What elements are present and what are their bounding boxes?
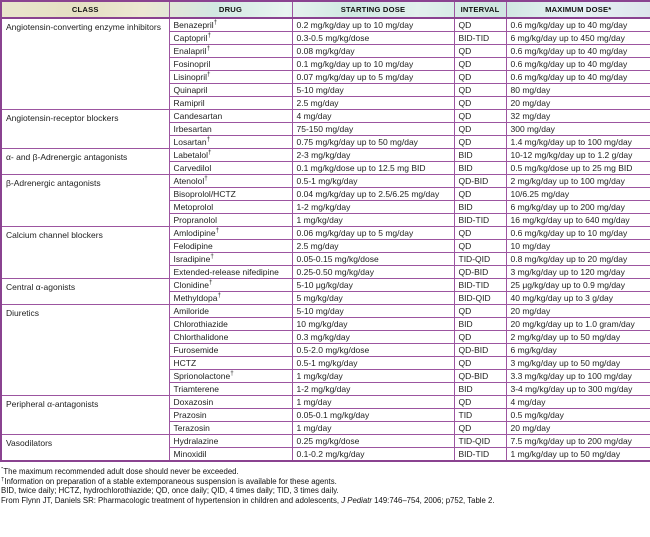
drug-cell: Chlorthalidone	[169, 331, 292, 344]
interval-cell: TID-QID	[454, 435, 506, 448]
starting-dose-cell: 0.2 mg/kg/day up to 10 mg/day	[292, 18, 454, 32]
starting-dose-cell: 1 mg/kg/day	[292, 370, 454, 383]
footnote: BID, twice daily; HCTZ, hydrochlorothiazide; QD, once daily; QID, 4 times daily; TID, 3 times daily.	[1, 486, 339, 496]
maximum-dose-cell: 25 μg/kg/day up to 0.9 mg/day	[506, 279, 650, 292]
drug-cell: Prazosin	[169, 409, 292, 422]
interval-cell: QD	[454, 123, 506, 136]
dagger-marker: †	[207, 71, 211, 79]
class-cell: Vasodilators	[1, 435, 169, 462]
drug-cell: Doxazosin	[169, 396, 292, 409]
maximum-dose-cell: 4 mg/day	[506, 396, 650, 409]
drug-cell: Irbesartan	[169, 123, 292, 136]
drug-cell: Propranolol	[169, 214, 292, 227]
maximum-dose-cell: 40 mg/kg/day up to 3 g/day	[506, 292, 650, 305]
starting-dose-cell: 0.05-0.15 mg/kg/dose	[292, 253, 454, 266]
maximum-dose-cell: 0.5 mg/kg/day	[506, 409, 650, 422]
maximum-dose-cell: 2 mg/kg/day up to 50 mg/day	[506, 331, 650, 344]
maximum-dose-cell: 3 mg/kg/day up to 120 mg/day	[506, 266, 650, 279]
class-cell: Central α-agonists	[1, 279, 169, 305]
drug-cell: Minoxidil	[169, 448, 292, 462]
maximum-dose-cell: 20 mg/kg/day up to 1.0 gram/day	[506, 318, 650, 331]
maximum-dose-cell: 6 mg/kg/day up to 200 mg/day	[506, 201, 650, 214]
starting-dose-cell: 0.3 mg/kg/day	[292, 331, 454, 344]
interval-cell: QD	[454, 357, 506, 370]
starting-dose-cell: 0.25-0.50 mg/kg/day	[292, 266, 454, 279]
interval-cell: BID	[454, 201, 506, 214]
drug-cell: Metoprolol	[169, 201, 292, 214]
maximum-dose-cell: 0.6 mg/kg/day up to 40 mg/day	[506, 18, 650, 32]
starting-dose-cell: 4 mg/day	[292, 110, 454, 123]
starting-dose-cell: 1 mg/day	[292, 422, 454, 435]
maximum-dose-cell: 32 mg/day	[506, 110, 650, 123]
drug-cell: Atenolol†	[169, 175, 292, 188]
drug-cell: Terazosin	[169, 422, 292, 435]
starting-dose-cell: 0.06 mg/kg/day up to 5 mg/day	[292, 227, 454, 240]
dagger-marker: †	[230, 370, 234, 378]
interval-cell: QD	[454, 227, 506, 240]
column-header-class: CLASS	[1, 1, 169, 18]
maximum-dose-cell: 0.6 mg/kg/day up to 40 mg/day	[506, 71, 650, 84]
dagger-marker: †	[210, 253, 214, 261]
interval-cell: BID	[454, 162, 506, 175]
class-cell: Angiotensin-receptor blockers	[1, 110, 169, 149]
interval-cell: QD-BID	[454, 344, 506, 357]
drug-cell: Fosinopril	[169, 58, 292, 71]
maximum-dose-cell: 0.6 mg/kg/day up to 40 mg/day	[506, 45, 650, 58]
drug-cell: Losartan†	[169, 136, 292, 149]
table-row	[1, 279, 650, 292]
class-cell: Peripheral α-antagonists	[1, 396, 169, 435]
drug-cell: Triamterene	[169, 383, 292, 396]
interval-cell: QD	[454, 305, 506, 318]
starting-dose-cell: 0.05-0.1 mg/kg/day	[292, 409, 454, 422]
interval-cell: BID	[454, 383, 506, 396]
drug-cell: Carvedilol	[169, 162, 292, 175]
interval-cell: QD	[454, 97, 506, 110]
drug-cell: Amlodipine†	[169, 227, 292, 240]
interval-cell: QD	[454, 110, 506, 123]
maximum-dose-cell: 0.6 mg/kg/day up to 10 mg/day	[506, 227, 650, 240]
maximum-dose-cell: 3 mg/kg/day up to 50 mg/day	[506, 357, 650, 370]
starting-dose-cell: 0.5-2.0 mg/kg/dose	[292, 344, 454, 357]
table-row	[1, 396, 650, 409]
starting-dose-cell: 0.07 mg/kg/day up to 5 mg/day	[292, 71, 454, 84]
starting-dose-cell: 0.1-0.2 mg/kg/day	[292, 448, 454, 462]
interval-cell: QD-BID	[454, 266, 506, 279]
dagger-marker: †	[217, 292, 221, 300]
maximum-dose-cell: 80 mg/day	[506, 84, 650, 97]
interval-cell: TID	[454, 409, 506, 422]
drug-cell: Extended-release nifedipine	[169, 266, 292, 279]
table-header	[1, 1, 650, 18]
drug-cell: Captopril†	[169, 32, 292, 45]
starting-dose-cell: 2.5 mg/day	[292, 240, 454, 253]
drug-cell: Isradipine†	[169, 253, 292, 266]
interval-cell: QD	[454, 136, 506, 149]
interval-cell: BID-TID	[454, 279, 506, 292]
header-row	[1, 1, 650, 18]
maximum-dose-cell: 10/6.25 mg/day	[506, 188, 650, 201]
interval-cell: QD	[454, 188, 506, 201]
interval-cell: BID	[454, 149, 506, 162]
maximum-dose-cell: 10 mg/day	[506, 240, 650, 253]
dagger-marker: †	[213, 19, 218, 27]
maximum-dose-cell: 300 mg/day	[506, 123, 650, 136]
maximum-dose-cell: 6 mg/kg/day	[506, 344, 650, 357]
column-header-maximum-dose: MAXIMUM DOSE*	[506, 1, 650, 18]
starting-dose-cell: 5-10 μg/kg/day	[292, 279, 454, 292]
starting-dose-cell: 0.75 mg/kg/day up to 50 mg/day	[292, 136, 454, 149]
interval-cell: QD-BID	[454, 175, 506, 188]
starting-dose-cell: 1 mg/kg/day	[292, 214, 454, 227]
maximum-dose-cell: 3.3 mg/kg/day up to 100 mg/day	[506, 370, 650, 383]
interval-cell: QD	[454, 396, 506, 409]
interval-cell: QD	[454, 84, 506, 97]
maximum-dose-cell: 10-12 mg/kg/day up to 1.2 g/day	[506, 149, 650, 162]
drug-cell: Methyldopa†	[169, 292, 292, 305]
interval-cell: QD	[454, 45, 506, 58]
drug-cell: Hydralazine	[169, 435, 292, 448]
interval-cell: QD	[454, 71, 506, 84]
dagger-marker: †	[215, 227, 220, 235]
starting-dose-cell: 0.5-1 mg/kg/day	[292, 175, 454, 188]
maximum-dose-cell: 20 mg/day	[506, 305, 650, 318]
starting-dose-cell: 1-2 mg/kg/day	[292, 201, 454, 214]
drug-cell: Chlorothiazide	[169, 318, 292, 331]
maximum-dose-cell: 1.4 mg/kg/day up to 100 mg/day	[506, 136, 650, 149]
footnote: From Flynn JT, Daniels SR: Pharmacologic treatment of hypertension in children and adolescents, J Pediatr 149:746–754, 2006; p752, Table 2.	[1, 495, 495, 505]
interval-cell: QD-BID	[454, 370, 506, 383]
maximum-dose-cell: 0.6 mg/kg/day up to 40 mg/day	[506, 58, 650, 71]
maximum-dose-cell: 0.8 mg/kg/day up to 20 mg/day	[506, 253, 650, 266]
starting-dose-cell: 75-150 mg/day	[292, 123, 454, 136]
interval-cell: BID-TID	[454, 32, 506, 45]
maximum-dose-cell: 1 mg/kg/day up to 50 mg/day	[506, 448, 650, 462]
starting-dose-cell: 5-10 mg/day	[292, 305, 454, 318]
starting-dose-cell: 0.3-0.5 mg/kg/dose	[292, 32, 454, 45]
maximum-dose-cell: 7.5 mg/kg/day up to 200 mg/day	[506, 435, 650, 448]
table-row	[1, 227, 650, 240]
column-header-interval: INTERVAL	[454, 1, 506, 18]
table-body	[1, 18, 650, 461]
drug-cell: Clonidine†	[169, 279, 292, 292]
drug-cell: Candesartan	[169, 110, 292, 123]
maximum-dose-cell: 2 mg/kg/day up to 100 mg/day	[506, 175, 650, 188]
class-cell: α- and β-Adrenergic antagonists	[1, 149, 169, 175]
interval-cell: QD	[454, 422, 506, 435]
table-row	[1, 149, 650, 162]
footnotes	[0, 462, 650, 505]
drug-cell: Ramipril	[169, 97, 292, 110]
maximum-dose-cell: 20 mg/day	[506, 97, 650, 110]
table-row	[1, 175, 650, 188]
interval-cell: QD	[454, 331, 506, 344]
dagger-marker: †	[206, 136, 211, 144]
drug-cell: Lisinopril†	[169, 71, 292, 84]
drug-cell: Enalapril†	[169, 45, 292, 58]
class-cell: Calcium channel blockers	[1, 227, 169, 279]
starting-dose-cell: 1 mg/day	[292, 396, 454, 409]
footnote: *The maximum recommended adult dose should never be exceeded.	[1, 467, 239, 476]
dagger-marker: †	[208, 279, 213, 287]
interval-cell: QD	[454, 240, 506, 253]
footnote: †Information on preparation of a stable extemporaneous suspension is available for these agents.	[1, 476, 337, 486]
drug-cell: Quinapril	[169, 84, 292, 97]
interval-cell: BID-QID	[454, 292, 506, 305]
drug-cell: HCTZ	[169, 357, 292, 370]
class-cell: Angiotensin-converting enzyme inhibitors	[1, 18, 169, 110]
starting-dose-cell: 0.1 mg/kg/day up to 10 mg/day	[292, 58, 454, 71]
interval-cell: BID-TID	[454, 214, 506, 227]
dagger-marker: †	[208, 149, 212, 157]
starting-dose-cell: 0.25 mg/kg/dose	[292, 435, 454, 448]
interval-cell: BID	[454, 318, 506, 331]
starting-dose-cell: 2.5 mg/day	[292, 97, 454, 110]
interval-cell: BID-TID	[454, 448, 506, 462]
starting-dose-cell: 5 mg/kg/day	[292, 292, 454, 305]
maximum-dose-cell: 6 mg/kg/day up to 450 mg/day	[506, 32, 650, 45]
drug-cell: Bisoprolol/HCTZ	[169, 188, 292, 201]
class-cell: β-Adrenergic antagonists	[1, 175, 169, 227]
dagger-marker: †	[206, 45, 211, 53]
drug-cell: Sprionolactone†	[169, 370, 292, 383]
maximum-dose-cell: 20 mg/day	[506, 422, 650, 435]
drug-cell: Labetalol†	[169, 149, 292, 162]
starting-dose-cell: 0.08 mg/kg/day	[292, 45, 454, 58]
drug-cell: Amiloride	[169, 305, 292, 318]
table-row	[1, 18, 650, 32]
starting-dose-cell: 0.5-1 mg/kg/day	[292, 357, 454, 370]
starting-dose-cell: 5-10 mg/day	[292, 84, 454, 97]
class-cell: Diuretics	[1, 305, 169, 396]
column-header-drug: DRUG	[169, 1, 292, 18]
interval-cell: QD	[454, 18, 506, 32]
dagger-marker: †	[204, 175, 208, 183]
maximum-dose-cell: 3-4 mg/kg/day up to 300 mg/day	[506, 383, 650, 396]
column-header-starting-dose: STARTING DOSE	[292, 1, 454, 18]
dagger-marker: †	[207, 32, 212, 40]
table-row	[1, 110, 650, 123]
starting-dose-cell: 0.1 mg/kg/dose up to 12.5 mg BID	[292, 162, 454, 175]
interval-cell: QD	[454, 58, 506, 71]
drug-cell: Benazepril†	[169, 18, 292, 32]
starting-dose-cell: 10 mg/kg/day	[292, 318, 454, 331]
maximum-dose-cell: 0.5 mg/kg/dose up to 25 mg BID	[506, 162, 650, 175]
table-row	[1, 305, 650, 318]
maximum-dose-cell: 16 mg/kg/day up to 640 mg/day	[506, 214, 650, 227]
drug-cell: Furosemide	[169, 344, 292, 357]
starting-dose-cell: 2-3 mg/kg/day	[292, 149, 454, 162]
starting-dose-cell: 0.04 mg/kg/day up to 2.5/6.25 mg/day	[292, 188, 454, 201]
table-row	[1, 435, 650, 448]
interval-cell: TID-QID	[454, 253, 506, 266]
drug-cell: Felodipine	[169, 240, 292, 253]
starting-dose-cell: 1-2 mg/kg/day	[292, 383, 454, 396]
